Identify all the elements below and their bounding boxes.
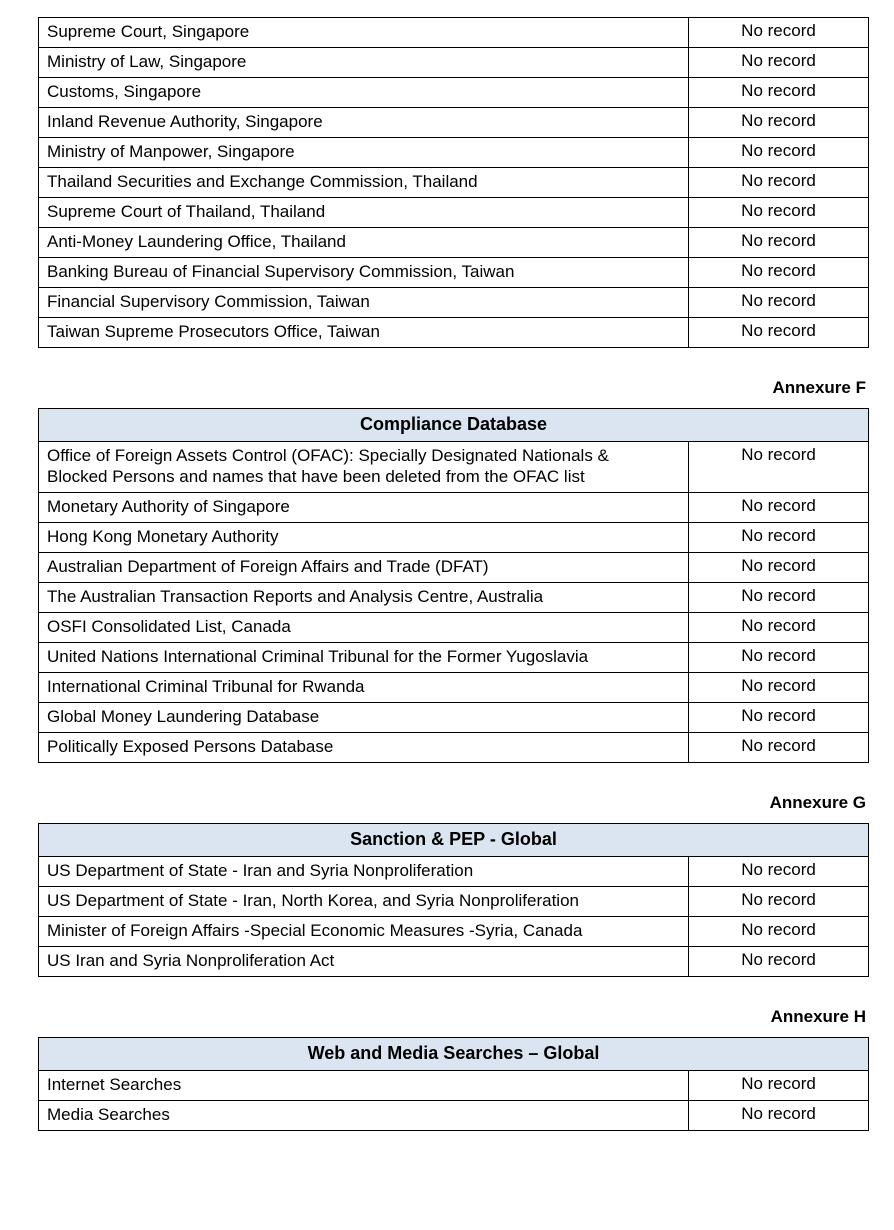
source-cell: US Iran and Syria Nonproliferation Act (39, 947, 689, 977)
status-cell: No record (689, 613, 869, 643)
status-cell: No record (689, 228, 869, 258)
status-cell: No record (689, 733, 869, 763)
compliance-database-table (38, 408, 869, 763)
source-cell: Inland Revenue Authority, Singapore (39, 108, 689, 138)
table-header-row (39, 1038, 869, 1071)
table-row (39, 18, 869, 48)
table-title: Compliance Database (39, 409, 869, 442)
status-cell: No record (689, 887, 869, 917)
source-cell: Media Searches (39, 1101, 689, 1131)
source-cell: Taiwan Supreme Prosecutors Office, Taiwan (39, 318, 689, 348)
table-row (39, 138, 869, 168)
table-title: Web and Media Searches – Global (39, 1038, 869, 1071)
source-cell: Financial Supervisory Commission, Taiwan (39, 288, 689, 318)
annexure-f-section (38, 378, 868, 763)
status-cell: No record (689, 1101, 869, 1131)
table-row (39, 258, 869, 288)
table-row (39, 1071, 869, 1101)
web-media-searches-table (38, 1037, 869, 1131)
status-cell: No record (689, 1071, 869, 1101)
annexure-h-section (38, 1007, 868, 1131)
source-cell: Monetary Authority of Singapore (39, 493, 689, 523)
source-cell: Supreme Court of Thailand, Thailand (39, 198, 689, 228)
table-row (39, 583, 869, 613)
table-row (39, 643, 869, 673)
status-cell: No record (689, 442, 869, 493)
source-cell: Supreme Court, Singapore (39, 18, 689, 48)
sanction-pep-global-table-body (39, 857, 869, 977)
compliance-database-table-body (39, 442, 869, 763)
status-cell: No record (689, 583, 869, 613)
source-cell: Australian Department of Foreign Affairs and Trade (DFAT) (39, 553, 689, 583)
source-cell: Ministry of Law, Singapore (39, 48, 689, 78)
table-row (39, 108, 869, 138)
source-cell: Global Money Laundering Database (39, 703, 689, 733)
status-cell: No record (689, 168, 869, 198)
annexure-f-label: Annexure F (772, 378, 866, 397)
table-row (39, 613, 869, 643)
screening-results-table-body (39, 18, 869, 348)
status-cell: No record (689, 703, 869, 733)
table-row (39, 78, 869, 108)
source-cell: Hong Kong Monetary Authority (39, 523, 689, 553)
status-cell: No record (689, 917, 869, 947)
status-cell: No record (689, 108, 869, 138)
screening-table-continuation-section (38, 17, 868, 348)
table-row (39, 673, 869, 703)
table-row (39, 48, 869, 78)
table-row (39, 917, 869, 947)
table-row (39, 493, 869, 523)
source-cell: Thailand Securities and Exchange Commission, Thailand (39, 168, 689, 198)
table-row (39, 228, 869, 258)
status-cell: No record (689, 198, 869, 228)
annexure-g-label: Annexure G (769, 793, 866, 812)
status-cell: No record (689, 48, 869, 78)
table-row (39, 553, 869, 583)
table-row (39, 198, 869, 228)
status-cell: No record (689, 318, 869, 348)
status-cell: No record (689, 493, 869, 523)
source-cell: Anti-Money Laundering Office, Thailand (39, 228, 689, 258)
status-cell: No record (689, 288, 869, 318)
table-row (39, 318, 869, 348)
table-row (39, 733, 869, 763)
annexure-g-section (38, 793, 868, 977)
source-cell: The Australian Transaction Reports and Analysis Centre, Australia (39, 583, 689, 613)
table-row (39, 947, 869, 977)
table-header-row (39, 824, 869, 857)
table-row (39, 1101, 869, 1131)
status-cell: No record (689, 523, 869, 553)
table-row (39, 857, 869, 887)
source-cell: Politically Exposed Persons Database (39, 733, 689, 763)
status-cell: No record (689, 673, 869, 703)
source-cell: US Department of State - Iran, North Korea, and Syria Nonproliferation (39, 887, 689, 917)
table-row (39, 887, 869, 917)
source-cell: International Criminal Tribunal for Rwanda (39, 673, 689, 703)
table-title: Sanction & PEP - Global (39, 824, 869, 857)
annexure-h-label: Annexure H (770, 1007, 866, 1026)
table-row (39, 442, 869, 493)
source-cell: US Department of State - Iran and Syria Nonproliferation (39, 857, 689, 887)
status-cell: No record (689, 258, 869, 288)
status-cell: No record (689, 947, 869, 977)
source-cell: Ministry of Manpower, Singapore (39, 138, 689, 168)
source-cell: Customs, Singapore (39, 78, 689, 108)
web-media-searches-table-body (39, 1071, 869, 1131)
table-row (39, 523, 869, 553)
source-cell: Banking Bureau of Financial Supervisory Commission, Taiwan (39, 258, 689, 288)
screening-results-table (38, 17, 869, 348)
status-cell: No record (689, 18, 869, 48)
source-cell: United Nations International Criminal Tribunal for the Former Yugoslavia (39, 643, 689, 673)
table-row (39, 703, 869, 733)
status-cell: No record (689, 78, 869, 108)
table-row (39, 288, 869, 318)
table-row (39, 168, 869, 198)
source-cell: Internet Searches (39, 1071, 689, 1101)
status-cell: No record (689, 857, 869, 887)
source-cell: Minister of Foreign Affairs -Special Economic Measures -Syria, Canada (39, 917, 689, 947)
source-cell: OSFI Consolidated List, Canada (39, 613, 689, 643)
status-cell: No record (689, 643, 869, 673)
source-cell: Office of Foreign Assets Control (OFAC): Specially Designated Nationals & Blocked Persons and names that have been deleted from the OFAC list (39, 442, 689, 493)
status-cell: No record (689, 138, 869, 168)
sanction-pep-global-table (38, 823, 869, 977)
status-cell: No record (689, 553, 869, 583)
table-header-row (39, 409, 869, 442)
